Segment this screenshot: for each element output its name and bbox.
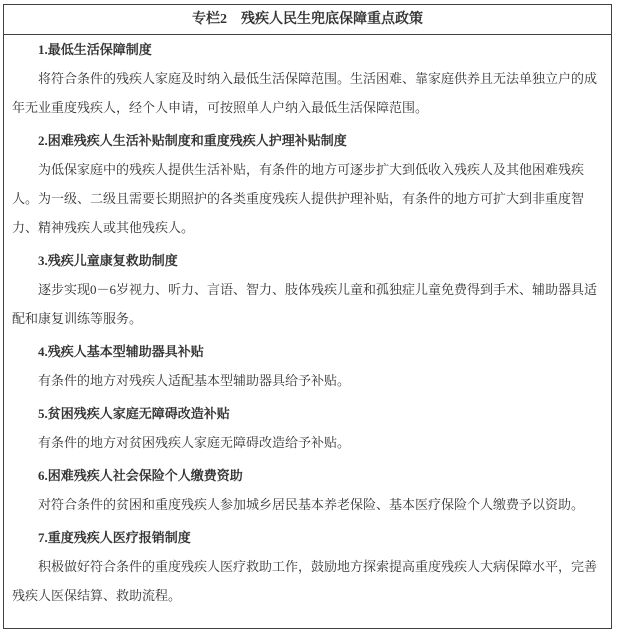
section-6-heading: 6.困难残疾人社会保险个人缴费资助 [38,468,243,483]
section-7-heading: 7.重度残疾人医疗报销制度 [38,530,191,545]
section-1-body: 将符合条件的残疾人家庭及时纳入最低生活保障范围。生活困难、靠家庭供养且无法单独立户的成年无业重度残疾人，经个人申请，可按照单人户纳入最低生活保障范围。 [12,71,598,115]
section-3-heading: 3.残疾儿童康复救助制度 [38,253,178,268]
section-4-body: 有条件的地方对残疾人适配基本型辅助器具给予补贴。 [38,373,351,388]
section-1-heading: 1.最低生活保障制度 [38,42,152,57]
section-5-heading: 5.贫困残疾人家庭无障碍改造补贴 [38,406,230,421]
panel-title: 专栏2 残疾人民生兜底保障重点政策 [4,5,611,35]
section-7-body: 积极做好符合条件的重度残疾人医疗救助工作，鼓励地方探索提高重度残疾人大病保障水平，完善残疾人医保结算、救助流程。 [12,559,598,603]
policy-panel [3,4,612,629]
section-5-body: 有条件的地方对贫困残疾人家庭无障碍改造给予补贴。 [38,435,351,450]
panel-body [4,35,611,610]
section-2-body: 为低保家庭中的残疾人提供生活补贴，有条件的地方可逐步扩大到低收入残疾人及其他困难残疾人。为一级、二级且需要长期照护的各类重度残疾人提供护理补贴，有条件的地方可扩大到非重度智力、精神残疾人或其他残疾人。 [12,162,585,235]
section-6-body: 对符合条件的贫困和重度残疾人参加城乡居民基本养老保险、基本医疗保险个人缴费予以资助。 [38,497,585,512]
section-3-body: 逐步实现0－6岁视力、听力、言语、智力、肢体残疾儿童和孤独症儿童免费得到手术、辅助器具适配和康复训练等服务。 [12,282,598,326]
section-2-heading: 2.困难残疾人生活补贴制度和重度残疾人护理补贴制度 [38,133,347,148]
section-4-heading: 4.残疾人基本型辅助器具补贴 [38,344,204,359]
